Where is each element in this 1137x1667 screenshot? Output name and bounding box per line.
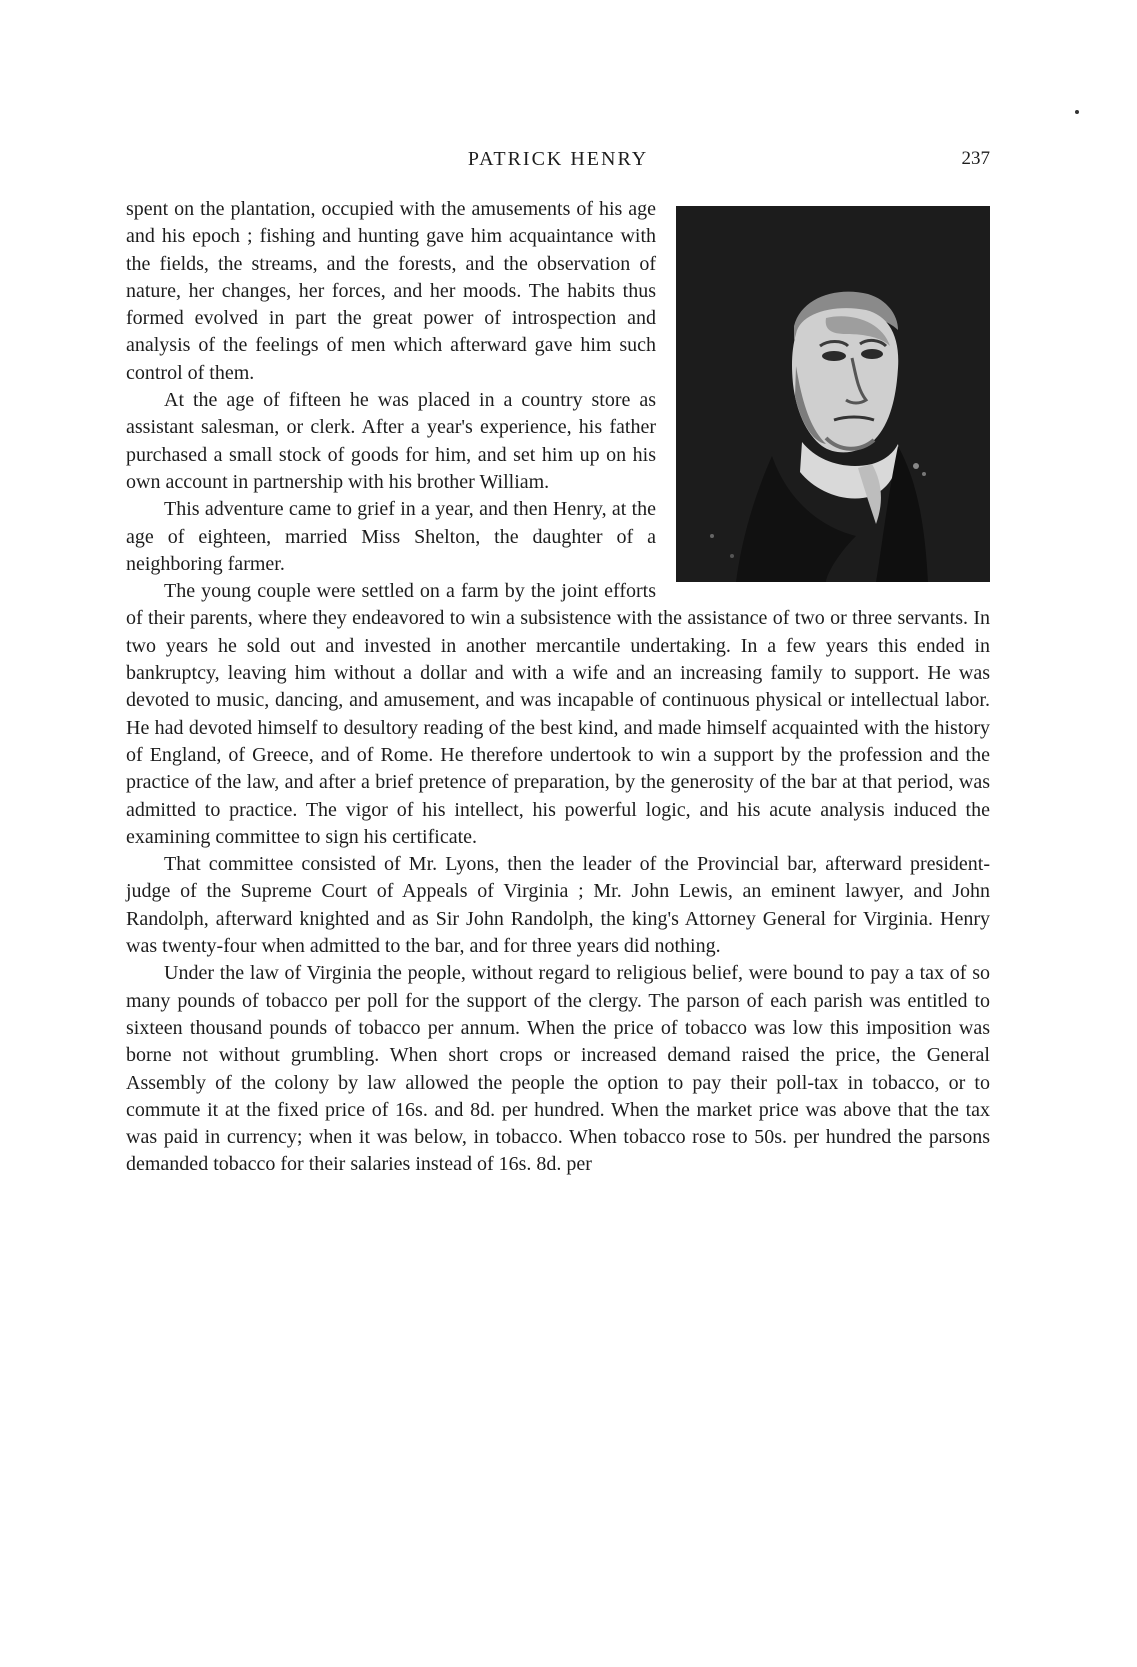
page-number: 237 [961,148,990,169]
print-speck [1075,110,1079,114]
running-head: PATRICK HENRY [467,148,649,170]
portrait-illustration [676,206,990,582]
paragraph-3: This adventure came to grief in a year, and then Henry, at the age of eighteen, married Miss Shelton, the daughter of a neighboring farmer. [126,498,656,575]
body-text [126,196,990,1179]
portrait-image [676,206,990,582]
paragraph-2: At the age of fifteen he was placed in a country store as assistant salesman, or clerk. After a year's experience, his father purchased a small stock of goods for him, and set him up on his own account in partnership with his brother William. [126,389,656,493]
paragraph-6: Under the law of Virginia the people, without regard to religious belief, were bound to pay a tax of so many pounds of tobacco per poll for the support of the clergy. The parson of each parish was entitled to sixteen thousand pounds of tobacco per annum. When the price of tobacco was low this imposition was borne not without grumbling. When short crops or increased demand raised the price, the General Assembly of the colony by law allowed the people the option to pay their poll-tax in tobacco, or to commute it at the fixed price of 16s. and 8d. per hundred. When the market price was above that the tax was paid in currency; when it was below, in tobacco. When tobacco rose to 50s. per hundred the parsons demanded tobacco for their salaries instead of 16s. 8d. per [126,962,990,1176]
paragraph-4: The young couple were settled on a farm by the joint efforts of their parents, where they endeavored to win a subsistence with the assistance of two or three servants. In two years he sold out and invested in another mercantile undertaking. In a few years this ended in bankruptcy, leaving him without a dollar and with a wife and an increasing family to support. He was devoted to music, dancing, and amusement, and was incapable of continuous physical or intellectual labor. He had devoted himself to desultory reading of the best kind, and made himself acquainted with the history of England, of Greece, and of Rome. He therefore undertook to win a support by the profession and the practice of the law, and after a brief pretence of preparation, by the generosity of the bar at that period, was admitted to practice. The vigor of his intellect, his powerful logic, and his acute analysis induced the examining committee to sign his certificate. [126,580,990,848]
page-header [126,148,990,178]
paragraph-5: That committee consisted of Mr. Lyons, then the leader of the Provincial bar, afterward president-judge of the Supreme Court of Appeals of Virginia ; Mr. John Lewis, an eminent lawyer, and John Randolph, afterward knighted and as Sir John Randolph, the king's Attorney General for Virginia. Henry was twenty-four when admitted to the bar, and for three years did nothing. [126,853,990,958]
paragraph-1: spent on the plantation, occupied with the amusements of his age and his epoch ; fishing and hunting gave him acquaintance with the fields, the streams, and the forests, and the observation of nature, her changes, her forces, and her moods. The habits thus formed evolved in part the great power of introspection and analysis of the feelings of men which afterward gave him such control of them. [126,198,656,384]
